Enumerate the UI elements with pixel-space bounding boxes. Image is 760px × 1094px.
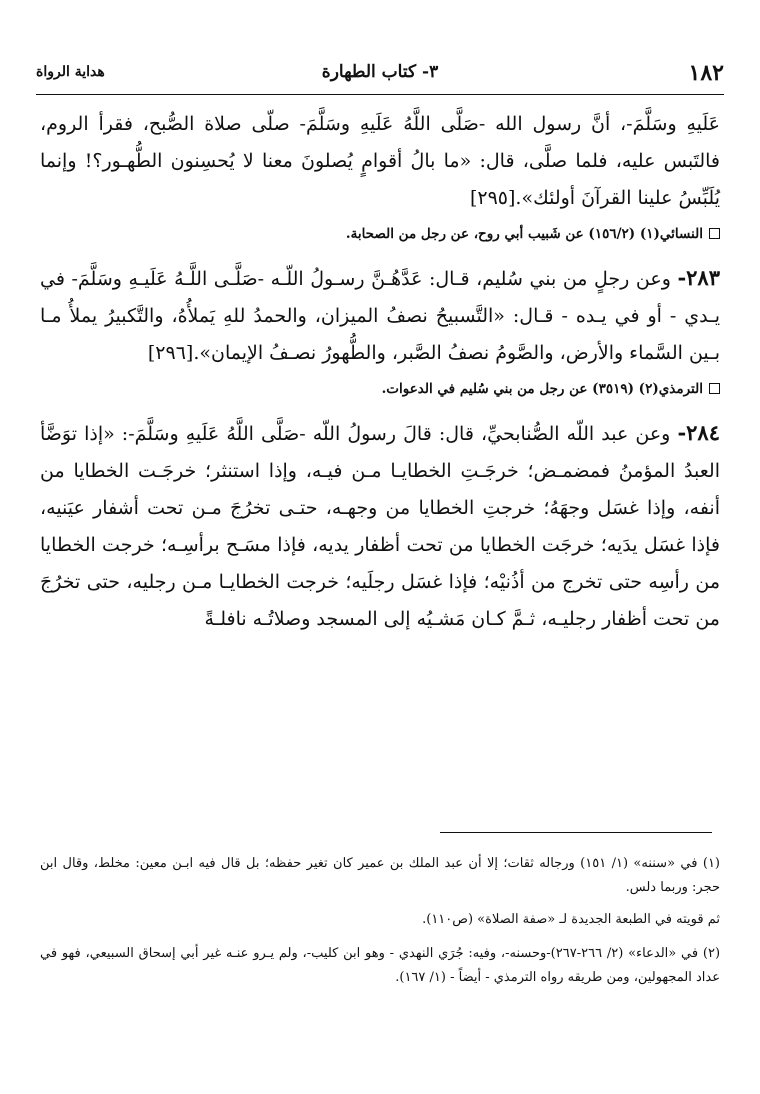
hadith-source <box>40 223 720 245</box>
square-bullet-icon <box>709 383 720 394</box>
hadith-ref: [٢٩٦] <box>147 342 194 364</box>
hadith-ref: [٢٩٥] <box>469 187 516 209</box>
hadith-number: ٢٨٣- <box>677 265 720 290</box>
footnote-1-continuation: ثم قويته في الطبعة الجديدة لـ «صفة الصلاة» (ص١١٠). <box>422 912 720 927</box>
page-header <box>36 58 724 94</box>
hadith-text: عَلَيهِ وسَلَّمَ-، أنَّ رسول الله -صَلَّى اللَّهُ عَلَيهِ وسَلَّمَ- صلّى صلاة الصُّبح، فقرأ الروم، فالتَبس عليه، فلما صلَّى، قال: «ما بالُ أقوامٍ يُصلونَ معنا لا يُحسِنون الطُّهـور؟! وإنما يُلَبِّسُ علينا القرآنَ أولئك». <box>40 113 720 209</box>
footnotes <box>40 852 720 998</box>
hadith-284 <box>40 414 720 638</box>
footnote-1: (١) في «سننه» (١/ ١٥١) ورجاله ثقات؛ إلا أن عبد الملك بن عمير كان تغير حفظه؛ بل قال فيه ابـن معين: مخلط، وقال ابن حجر: وربما دلس. <box>40 856 720 895</box>
footnote-2: (٢) في «الدعاء» (٢/ ٢٦٦-٢٦٧)-وحسنه-، وفيه: جُرَي النهدي - وهو ابن كليب-، ولم يـرو عنـه غير أبي إسحاق السبيعي، فهو في عداد المجهولين، ومن طريقه رواه الترمذي - أيضاً - (١/ ١٦٧). <box>40 946 721 985</box>
source-text: الترمذي(٢) (٣٥١٩) عن رجل من بني سُليم في الدعوات. <box>381 381 703 397</box>
source-text: النسائي(١) (١٥٦/٢) عن شَبيب أبي روح، عن رجل من الصحابة. <box>345 226 703 242</box>
main-text <box>40 106 720 638</box>
chapter-title: ٣- كتاب الطهارة <box>321 62 439 82</box>
header-divider <box>36 94 724 95</box>
footnote-divider <box>440 832 712 833</box>
hadith-source <box>40 378 720 400</box>
hadith-295 <box>40 106 720 217</box>
square-bullet-icon <box>709 228 720 239</box>
page-number: ١٨٢ <box>688 60 724 86</box>
hadith-number: ٢٨٤- <box>677 420 720 445</box>
book-title: هداية الرواة <box>36 64 105 80</box>
hadith-text: وعن رجلٍ من بني سُليم، قـال: عَدَّهُـنَّ رسـولُ اللّـه -صَلَّـى اللَّـهُ عَلَيـهِ وسَلَّمَ- في يـدي - أو في يـده - قـال: «التَّسبيحُ نصفُ الميزان، والحمدُ للهِ يَملأُهُ، والتَّكبيرُ يملأُ مـا بـين السَّماء والأرض، والصَّومُ نصفُ الصَّبر، والطُّهورُ نصـفُ الإيمان». <box>40 268 720 364</box>
hadith-text: وعن عبد اللّه الصُّنابحيِّ، قال: قالَ رسولُ اللّه -صَلَّى اللَّهُ عَلَيهِ وسَلَّمَ-: «إذا توَضَّأ العبدُ المؤمنُ فمضمـض؛ خرجَـتِ الخطايـا مـن فيـه، وإذا استنثر؛ خرجَـت الخطايا من أنفه، وإذا غسَل وجهَهُ؛ خرجتِ الخطايا من وجهـه، حتـى تخرُجَ مـن تحت أشفار عيَنيه، فإذا غسَل يدَيه؛ خرجَت الخطايا من تحت أظفار يديه، فإذا مسَـح برأسِـه؛ خرجت الخطايا من رأسِه حتى تخرج من أذُنيْه؛ فإذا غسَل رجلَيه؛ خرجت الخطايـا مـن رجليه، حتى تخرُجَ من تحت أظفار رجليـه، ثـمَّ كـان مَشـيُه إلى المسجد وصلاتُـه نافلـةً <box>40 423 720 630</box>
hadith-283 <box>40 259 720 372</box>
